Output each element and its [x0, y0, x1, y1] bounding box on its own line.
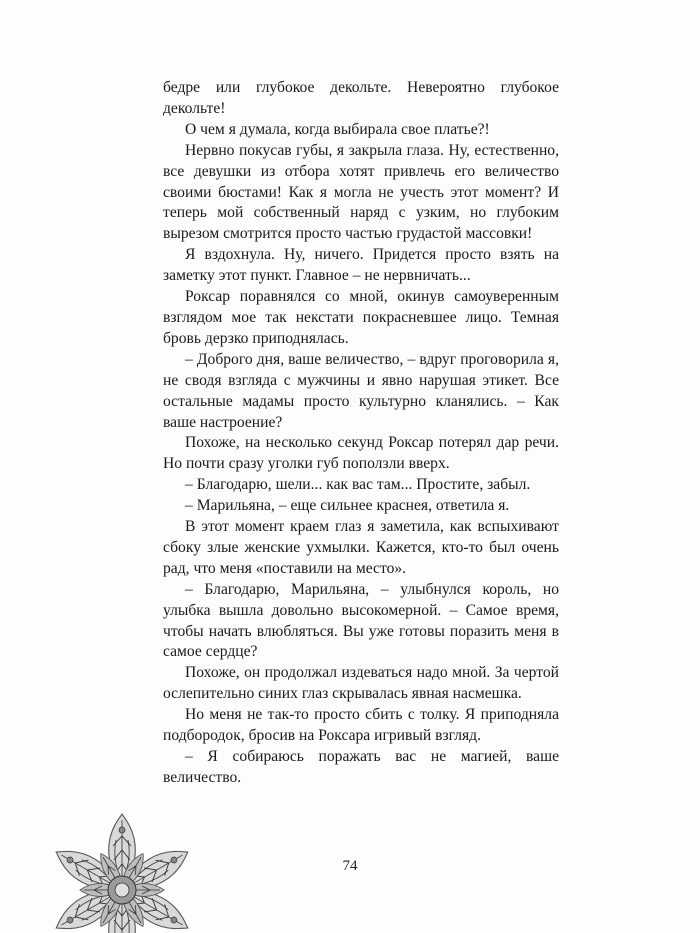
paragraph: – Доброго дня, ваше величество, – вдруг проговорила я, не сводя взгляда с мужчины и явно нарушая этикет. Все остальные мадамы просто культурно кланялись. – Как ваше настроение?: [163, 350, 559, 431]
paragraph: Я вздохнула. Ну, ничего. Придется просто взять на заметку этот пункт. Главное – не нервничать...: [163, 246, 559, 285]
paragraph: О чем я думала, когда выбирала свое платье?!: [185, 120, 490, 138]
paragraph: – Благодарю, шели... как вас там... Простите, забыл.: [185, 476, 531, 494]
paragraph: Роксар поравнялся со мной, окинув самоуверенным взглядом мое так некстати покрасневшее лицо. Темная бровь дерзко приподнялась.: [163, 288, 559, 347]
snowflake-ornament-icon: [40, 770, 210, 933]
paragraph: – Благодарю, Марильяна, – улыбнулся король, но улыбка вышла довольно высокомерной. – Самое время, чтобы начать влюбляться. Вы уже готовы поразить меня в самое сердце?: [163, 580, 559, 661]
paragraph: – Марильяна, – еще сильнее краснея, ответила я.: [185, 497, 510, 515]
paragraph: Похоже, на несколько секунд Роксар потерял дар речи. Но почти сразу уголки губ поползли вверх.: [163, 434, 559, 473]
paragraph: В этот момент краем глаз я заметила, как вспыхивают сбоку злые женские ухмылки. Кажется, кто-то был очень рад, что меня «поставили на место».: [163, 518, 559, 577]
paragraph: Нервно покусав губы, я закрыла глаза. Ну, естественно, все девушки из отбора хотят привлечь его величество своими бюстами! Как я могла не учесть этот момент? И теперь мой собственный наряд с узким, но глубоким вырезом смотрится просто частью грудастой массовки!: [163, 141, 559, 243]
page-number: 74: [342, 858, 358, 874]
page-text: [163, 78, 559, 789]
paragraph: бедре или глубокое декольте. Невероятно глубокое декольте!: [163, 79, 559, 117]
paragraph: – Я собираюсь поражать вас не магией, ваше величество.: [163, 748, 559, 786]
paragraph: Но меня не так-то просто сбить с толку. Я приподняла подбородок, бросив на Роксара игривый взгляд.: [163, 706, 559, 745]
paragraph: Похоже, он продолжал издеваться надо мной. За чертой ослепительно синих глаз скрывалась явная насмешка.: [163, 664, 559, 703]
